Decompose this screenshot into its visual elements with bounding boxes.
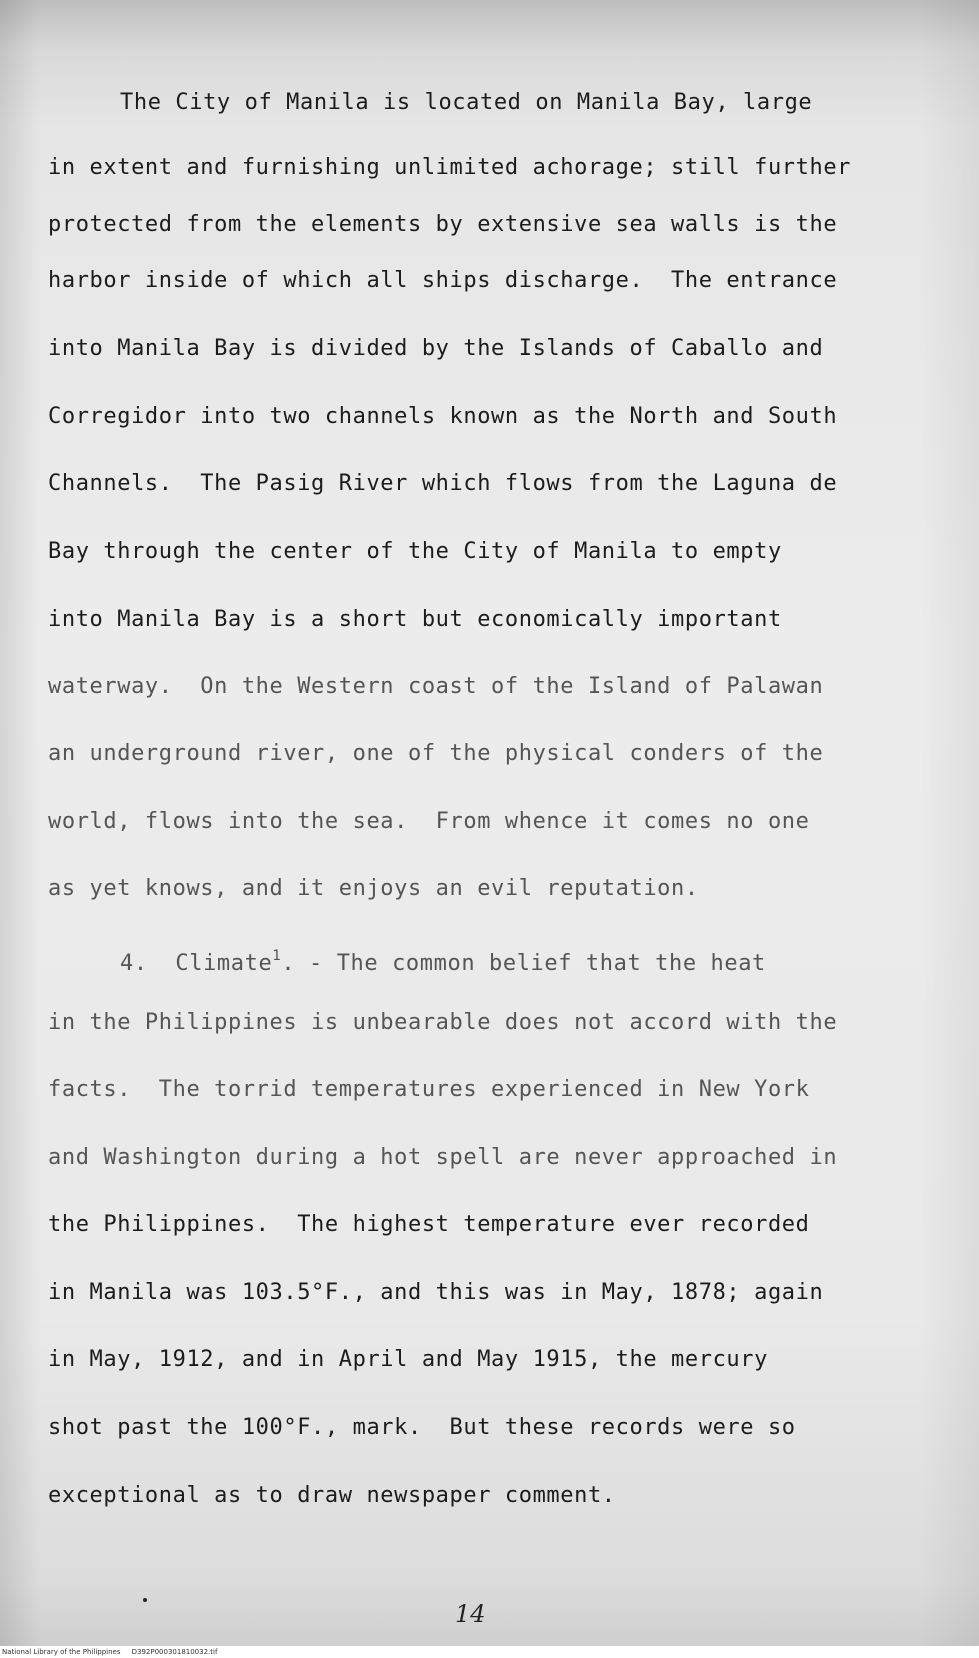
text-line-13: as yet knows, and it enjoys an evil reputation. (48, 876, 699, 901)
text-line-7: Channels. The Pasig River which flows from the Laguna de (48, 471, 838, 496)
text-line-2: in extent and furnishing unlimited achorage; still further (48, 155, 852, 180)
text-line-20: in May, 1912, and in April and May 1915, the mercury (48, 1347, 768, 1372)
section-heading-line (120, 941, 766, 979)
text-line-18: the Philippines. The highest temperature ever recorded (48, 1212, 810, 1237)
text-line-11: an underground river, one of the physical conders of the (48, 741, 824, 766)
text-line-3: protected from the elements by extensive sea walls is the (48, 212, 838, 237)
text-line-12: world, flows into the sea. From whence it comes no one (48, 809, 810, 834)
text-line-6: Corregidor into two channels known as the North and South (48, 404, 838, 429)
text-line-1: The City of Manila is located on Manila Bay, large (120, 90, 813, 115)
text-line-22: exceptional as to draw newspaper comment. (48, 1483, 616, 1508)
section-label: 4. Climate (120, 951, 273, 976)
scan-footer (0, 1646, 979, 1658)
text-line-19: in Manila was 103.5°F., and this was in May, 1878; again (48, 1280, 824, 1305)
scan-footer-text: National Library of the Philippines D392P000301810032.tif (2, 1648, 218, 1656)
page-number: 14 (455, 1600, 486, 1628)
text-line-5: into Manila Bay is divided by the Islands of Caballo and (48, 336, 824, 361)
text-line-15: in the Philippines is unbearable does not accord with the (48, 1010, 838, 1035)
text-line-16: facts. The torrid temperatures experienced in New York (48, 1077, 810, 1102)
ink-dot (143, 1598, 147, 1602)
section-lead: . - The common belief that the heat (281, 951, 766, 976)
text-line-21: shot past the 100°F., mark. But these records were so (48, 1415, 796, 1440)
text-line-9: into Manila Bay is a short but economically important (48, 607, 782, 632)
text-line-17: and Washington during a hot spell are never approached in (48, 1145, 838, 1170)
text-line-10: waterway. On the Western coast of the Island of Palawan (48, 674, 824, 699)
footnote-marker: 1 (272, 948, 282, 964)
text-line-8: Bay through the center of the City of Manila to empty (48, 539, 782, 564)
text-line-4: harbor inside of which all ships discharge. The entrance (48, 268, 838, 293)
